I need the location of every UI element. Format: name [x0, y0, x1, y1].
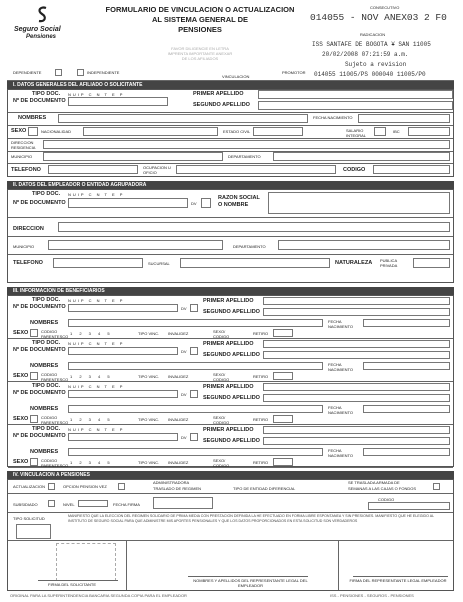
ben-primer-apellido-field[interactable]	[263, 340, 450, 348]
option-dependiente[interactable]: DEPENDIENTE	[13, 70, 42, 75]
stamp-date: 20/02/2008 07:21:59 a.m.	[322, 51, 409, 58]
faint-line-3: DE LOS AFILIADOS	[181, 56, 219, 61]
ben-tipo-vinc-label: TIPO VINC.	[138, 460, 160, 465]
faint-instructions	[140, 46, 260, 61]
s1-codigo-field[interactable]	[373, 165, 450, 174]
s1-n-documento-label: Nº DE DOCUMENTO	[13, 98, 66, 104]
stamp-office: ISS SANTAFE DE BOGOTA ¥ SAN 11005	[312, 41, 431, 48]
stamp-code: 014055 - NOV ANEX03 2 F0	[310, 12, 447, 23]
top-options-row	[7, 68, 307, 78]
ben-primer-apellido-field[interactable]	[263, 383, 450, 391]
ben-nombres-field[interactable]	[68, 448, 323, 456]
s1-rule-3	[8, 138, 453, 139]
ben-retiro-label: RETIRO	[253, 331, 269, 336]
s4-semanas-label: SEMANAS A LAS CAJAS O FONDOS	[348, 486, 417, 491]
ben-segundo-apellido-field[interactable]	[263, 437, 450, 445]
ben-dv-field[interactable]	[190, 347, 198, 355]
section-2-block	[7, 189, 454, 283]
form-title	[85, 5, 315, 35]
ben-dv-label: DV	[181, 306, 187, 311]
s4-fecha-firma-field[interactable]	[153, 497, 213, 509]
ben-segundo-apellido-field[interactable]	[263, 351, 450, 359]
s2-razon-social-label: RAZON SOCIAL O NOMBRE	[218, 195, 260, 208]
s1-nombres-label: NOMBRES	[18, 115, 47, 121]
ben-codigo-parentesco-label: CODIGO PARENTESCO	[41, 458, 69, 468]
s2-n-documento-label: Nº DE DOCUMENTO	[13, 200, 66, 206]
s4-subsidiado-label: SUBSIDIADO	[13, 502, 38, 507]
ben-nuip-letters: NUIP C N T E P	[68, 298, 125, 303]
ben-dv-field[interactable]	[190, 390, 198, 398]
section-1-header: I. DATOS GENERALES DEL AFILIADO O SOLICITANTE	[7, 81, 454, 89]
s1-estado-civil-field[interactable]	[253, 127, 303, 136]
ben-nombres-label: NOMBRES	[30, 449, 59, 455]
s2-departamento-label: DEPARTAMENTO	[233, 244, 266, 249]
s1-direccion-label: DIRECCION RESIDENCIA	[11, 140, 36, 150]
s4-rule-2	[8, 512, 453, 513]
s4-firma-solicitante: FIRMA DEL SOLICITANTE	[48, 582, 97, 587]
section-2-header: II. DATOS DEL EMPLEADOR O ENTIDAD AGRUPADORA	[7, 181, 454, 189]
ben-document-field[interactable]	[68, 347, 178, 355]
s1-primer-apellido-field[interactable]	[258, 90, 453, 99]
ben-n-documento-label: Nº DE DOCUMENTO	[13, 347, 66, 353]
ben-dv-label: DV	[181, 435, 187, 440]
ben-retiro-label: RETIRO	[253, 460, 269, 465]
s2-document-field[interactable]	[68, 198, 188, 208]
independiente-checkbox[interactable]	[77, 69, 84, 76]
s4-sig-line-1	[38, 580, 118, 581]
s1-telefono-field[interactable]	[48, 165, 138, 174]
s1-segundo-apellido-field[interactable]	[258, 101, 453, 110]
radicacion-label: RADICACION	[360, 32, 386, 37]
ben-nombres-label: NOMBRES	[30, 363, 59, 369]
section-4-header: IV. VINCULACION A PENSIONES	[7, 471, 454, 479]
s1-ocupacion-field[interactable]	[176, 165, 336, 174]
ben-nombres-field[interactable]	[68, 319, 323, 327]
ben-primer-apellido-field[interactable]	[263, 297, 450, 305]
s2-municipio-field[interactable]	[48, 240, 223, 250]
s2-nuip-letters: NUIP C N T E P	[68, 192, 125, 197]
faint-line-1: FAVOR DILIGENCIE EN LETRA	[171, 46, 229, 51]
s4-firma-entidad: FIRMA DEL REPRESENTANTE LEGAL EMPLEADOR	[349, 578, 447, 583]
ben-nuip-letters: NUIP C N T E P	[68, 384, 125, 389]
ben-retiro-field[interactable]	[273, 329, 293, 337]
ben-sexo-codigo-label: SEXO/ CODIGO	[213, 458, 230, 468]
ben-n-documento-label: Nº DE DOCUMENTO	[13, 390, 66, 396]
s4-tipo-entidad-label: TIPO DE ENTIDAD DIFERENCIAL	[233, 486, 296, 491]
s1-ibc-label: IBC	[393, 129, 400, 134]
s1-sexo-field[interactable]	[28, 127, 38, 136]
s1-departamento-label: DEPARTAMENTO	[228, 154, 261, 159]
stamp-status: Sujeto a revision	[345, 61, 407, 68]
ben-segundo-apellido-label: SEGUNDO APELLIDO	[203, 309, 260, 315]
s2-direccion-field[interactable]	[58, 222, 450, 232]
s2-sucursal-field[interactable]	[180, 258, 330, 268]
s1-telefono-label: TELEFONO	[11, 167, 41, 173]
beneficiary-row	[8, 296, 453, 339]
section-3-block	[7, 295, 454, 467]
s1-primer-apellido-label: PRIMER APELLIDO	[193, 91, 244, 97]
s1-segundo-apellido-label: SEGUNDO APELLIDO	[193, 102, 250, 108]
option-independiente[interactable]: INDEPENDIENTE	[87, 70, 120, 75]
s1-rule-5	[8, 163, 453, 164]
ben-tipo-doc-label: TIPO DOC.	[32, 426, 61, 432]
ben-dv-field[interactable]	[190, 433, 198, 441]
ben-fecha-nac-label: FECHA NACIMIENTO	[328, 362, 354, 372]
s4-nivel-box[interactable]	[78, 500, 108, 507]
dependiente-checkbox[interactable]	[55, 69, 62, 76]
ben-tipo-doc-label: TIPO DOC.	[32, 297, 61, 303]
ben-nombres-label: NOMBRES	[30, 320, 59, 326]
s1-codigo-label: CODIGO	[343, 167, 366, 173]
ben-tipo-vinc-label: TIPO VINC.	[138, 374, 160, 379]
ben-tipo-doc-label: TIPO DOC.	[32, 340, 61, 346]
s2-naturaleza-label: NATURALEZA	[335, 260, 373, 266]
s4-tipo-solicitud-label: TIPO SOLICITUD	[13, 516, 45, 521]
title-line-3: PENSIONES	[178, 25, 222, 34]
ben-sexo-field[interactable]	[30, 458, 38, 466]
s2-razon-social-field[interactable]	[268, 192, 450, 214]
ben-invalidez-label: INVALIDEZ	[168, 374, 189, 379]
ben-n-documento-label: Nº DE DOCUMENTO	[13, 304, 66, 310]
ben-document-field[interactable]	[68, 433, 178, 441]
ben-nuip-letters: NUIP C N T E P	[68, 341, 125, 346]
option-promotor[interactable]: PROMOTOR	[282, 70, 306, 75]
s1-salario-field[interactable]	[374, 127, 386, 136]
beneficiary-row	[8, 339, 453, 382]
ben-digits: 1 2 3 4 5	[70, 460, 113, 465]
title-line-2: AL SISTEMA GENERAL DE	[151, 15, 249, 24]
logo	[8, 6, 83, 46]
ben-primer-apellido-field[interactable]	[263, 426, 450, 434]
ben-codigo-parentesco-label: CODIGO PARENTESCO	[41, 329, 69, 339]
beneficiary-row	[8, 382, 453, 425]
s1-municipio-field[interactable]	[43, 152, 223, 161]
ben-sexo-field[interactable]	[30, 372, 38, 380]
s1-rule-2	[8, 125, 453, 126]
s4-sig-line-2	[188, 576, 308, 577]
section-3-header: III. INFORMACION DE BENEFICIARIOS	[7, 287, 454, 295]
consecutivo-label: CONSECUTIVO	[370, 5, 400, 10]
section-1-block	[7, 89, 454, 177]
ben-nombres-field[interactable]	[68, 405, 323, 413]
ben-invalidez-label: INVALIDEZ	[168, 331, 189, 336]
ben-sexo-field[interactable]	[30, 329, 38, 337]
ben-tipo-vinc-label: TIPO VINC.	[138, 331, 160, 336]
ben-fecha-nac-label: FECHA NACIMIENTO	[328, 405, 354, 415]
s1-document-field[interactable]	[68, 97, 168, 106]
s1-estado-civil-label: ESTADO CIVIL	[223, 129, 251, 134]
ben-primer-apellido-label: PRIMER APELLIDO	[203, 298, 254, 304]
ben-tipo-doc-label: TIPO DOC.	[32, 383, 61, 389]
ben-retiro-field[interactable]	[273, 415, 293, 423]
s4-fecha-firma-label: FECHA FIRMA	[113, 502, 140, 507]
stamp-ref: 014055 11005/PS 000040 11005/P0	[314, 71, 426, 78]
s2-sucursal-label: SUCURSAL	[148, 261, 170, 266]
s1-nuip-letters: NUIP C N T E P	[68, 92, 125, 97]
ben-segundo-apellido-label: SEGUNDO APELLIDO	[203, 395, 260, 401]
ben-digits: 1 2 3 4 5	[70, 374, 113, 379]
s2-telefono-label: TELEFONO	[13, 260, 43, 266]
ben-fecha-nac-label: FECHA NACIMIENTO	[328, 448, 354, 458]
logo-sub: Pensiones	[26, 34, 57, 40]
ben-dv-label: DV	[181, 392, 187, 397]
s4-traslado-label: TRASLADO DE REGIMEN	[153, 486, 202, 491]
s1-rule-1	[8, 112, 453, 113]
ben-fecha-nac-label: FECHA NACIMIENTO	[328, 319, 354, 329]
s1-fecha-nac-field[interactable]	[358, 114, 450, 123]
s4-rule-1	[8, 493, 453, 494]
ben-fecha-nac-field[interactable]	[363, 362, 450, 370]
ben-primer-apellido-label: PRIMER APELLIDO	[203, 384, 254, 390]
ben-document-field[interactable]	[68, 390, 178, 398]
s1-nacionalidad-label: NACIONALIDAD	[41, 129, 72, 134]
ben-sexo-codigo-label: SEXO/ CODIGO	[213, 372, 230, 382]
ben-segundo-apellido-field[interactable]	[263, 308, 450, 316]
s4-codigo-field[interactable]	[368, 502, 450, 510]
ben-sexo-field[interactable]	[30, 415, 38, 423]
s2-naturaleza-field[interactable]	[413, 258, 450, 268]
ben-sexo-label: SEXO	[13, 373, 29, 379]
ben-fecha-nac-field[interactable]	[363, 405, 450, 413]
ben-codigo-parentesco-label: CODIGO PARENTESCO	[41, 415, 69, 425]
title-line-1: FORMULARIO DE VINCULACION O ACTUALIZACION	[105, 5, 295, 14]
ben-retiro-field[interactable]	[273, 458, 293, 466]
ben-sexo-codigo-label: SEXO/ CODIGO	[213, 415, 230, 425]
s1-direccion-field[interactable]	[43, 140, 450, 149]
ben-primer-apellido-label: PRIMER APELLIDO	[203, 427, 254, 433]
ben-nombres-label: NOMBRES	[30, 406, 59, 412]
s4-divider-1	[126, 540, 127, 590]
s1-municipio-label: MUNICIPIO	[11, 154, 33, 159]
s4-actualizacion-box[interactable]	[48, 483, 55, 490]
section-4-block	[7, 479, 454, 591]
s4-opcion-pension-label: OPCION PENSION VEZ	[63, 484, 107, 489]
s4-divider-2	[338, 540, 339, 590]
s1-ocupacion-label: OCUPACION U OFICIO	[143, 165, 171, 175]
s4-se-traslada-label: SE TRASLADA ARMADA DE	[348, 480, 400, 485]
s4-tipo-solicitud-box[interactable]	[16, 524, 51, 539]
s2-tipo-doc-label: TIPO DOC.	[32, 191, 61, 197]
s2-municipio-label: MUNICIPIO	[13, 244, 35, 249]
s2-departamento-field[interactable]	[278, 240, 450, 250]
logo-text: Seguro Social	[14, 26, 61, 33]
ben-sexo-label: SEXO	[13, 330, 29, 336]
s1-tipo-doc-label: TIPO DOC.	[32, 91, 61, 97]
ben-retiro-label: RETIRO	[253, 417, 269, 422]
ben-sexo-codigo-label: SEXO/ CODIGO	[213, 329, 230, 339]
s4-firma-representante: NOMBRES Y APELLIDOS DEL REPRESENTANTE LEGAL DEL EMPLEADOR	[193, 578, 308, 588]
faint-line-2: IMPRENTA IMPORTANTE ANEXAR	[167, 51, 233, 56]
option-vinculacion[interactable]: VINCULACION	[222, 74, 250, 79]
ben-invalidez-label: INVALIDEZ	[168, 460, 189, 465]
s2-publica-privada-label[interactable]: PUBLICA PRIVADA	[380, 258, 398, 268]
s4-administradora-label: ADMINISTRADORA	[153, 480, 190, 485]
ben-segundo-apellido-label: SEGUNDO APELLIDO	[203, 352, 260, 358]
ben-invalidez-label: INVALIDEZ	[168, 417, 189, 422]
ben-sexo-label: SEXO	[13, 459, 29, 465]
s4-nivel-label: NIVEL	[63, 502, 75, 507]
ben-retiro-label: RETIRO	[253, 374, 269, 379]
s4-aside-text	[56, 543, 116, 581]
s2-dv-label: DV	[191, 201, 197, 206]
s4-faint-block	[56, 543, 116, 581]
s2-direccion-label: DIRECCION	[13, 226, 44, 232]
ben-fecha-nac-field[interactable]	[363, 448, 450, 456]
ben-digits: 1 2 3 4 5	[70, 417, 113, 422]
footer-right: ISS - PENSIONES - SEGUROS - PENSIONES	[330, 593, 414, 598]
ben-primer-apellido-label: PRIMER APELLIDO	[203, 341, 254, 347]
s4-declaration: MANIFIESTO QUE LA ELECCION DEL REGIMEN SOLIDARIO DE PRIMA MEDIA CON PRESTACION DEFINIDA LA HE EFECTUADO EN FORMA LIBRE ESPONTANEA Y SIN PRESIONES. MANIFIESTO QUE HE ELEGIDO AL INSTITUTO DE SEGURO SOCIAL PARA QUE ADMINISTRE MIS APORTES PENSIONALES Y QUE LOS DATOS PROPORCIONADOS EN ESTA SOLICITUD SON VERDADEROS	[68, 514, 434, 523]
s1-fecha-nac-label: FECHA NACIMIENTO	[313, 115, 353, 120]
ben-row-rule	[8, 467, 453, 468]
s2-telefono-field[interactable]	[53, 258, 143, 268]
ben-nuip-letters: NUIP C N T E P	[68, 427, 125, 432]
ben-document-field[interactable]	[68, 304, 178, 312]
s4-semanas-box[interactable]	[433, 483, 440, 490]
s2-rule-3	[8, 254, 453, 255]
ben-codigo-parentesco-label: CODIGO PARENTESCO	[41, 372, 69, 382]
s1-sexo-label: SEXO	[11, 128, 27, 134]
s2-dv-field[interactable]	[201, 198, 211, 208]
ben-segundo-apellido-label: SEGUNDO APELLIDO	[203, 438, 260, 444]
s1-nombres-field[interactable]	[58, 114, 308, 123]
ben-sexo-label: SEXO	[13, 416, 29, 422]
ben-tipo-vinc-label: TIPO VINC.	[138, 417, 160, 422]
s4-codigo-label: CODIGO	[378, 497, 395, 502]
radication-stamp	[300, 5, 460, 87]
ben-dv-label: DV	[181, 349, 187, 354]
s4-actualizacion-label: ACTUALIZACION	[13, 484, 46, 489]
ben-dv-field[interactable]	[190, 304, 198, 312]
ben-digits: 1 2 3 4 5	[70, 331, 113, 336]
s1-salario-label: SALARIO INTEGRAL	[346, 128, 367, 138]
s4-subsidiado-box[interactable]	[48, 500, 55, 507]
logo-mark-icon	[36, 6, 50, 24]
ben-nombres-field[interactable]	[68, 362, 323, 370]
s1-ibc-field[interactable]	[408, 127, 450, 136]
ben-n-documento-label: Nº DE DOCUMENTO	[13, 433, 66, 439]
ben-retiro-field[interactable]	[273, 372, 293, 380]
ben-segundo-apellido-field[interactable]	[263, 394, 450, 402]
s2-rule-2	[8, 236, 453, 237]
s4-rule-3	[8, 540, 453, 541]
s1-nacionalidad-field[interactable]	[83, 127, 218, 136]
s4-opcion-pension-box[interactable]	[118, 483, 125, 490]
s4-sig-line-3	[353, 576, 448, 577]
beneficiary-row	[8, 425, 453, 468]
s2-rule-1	[8, 217, 453, 218]
s1-departamento-field[interactable]	[273, 152, 450, 161]
footer-left: ORIGINAL PARA LA SUPERINTENDENCIA BANCARIA SEGUNDA COPIA PARA EL EMPLEADOR	[10, 593, 187, 598]
ben-fecha-nac-field[interactable]	[363, 319, 450, 327]
